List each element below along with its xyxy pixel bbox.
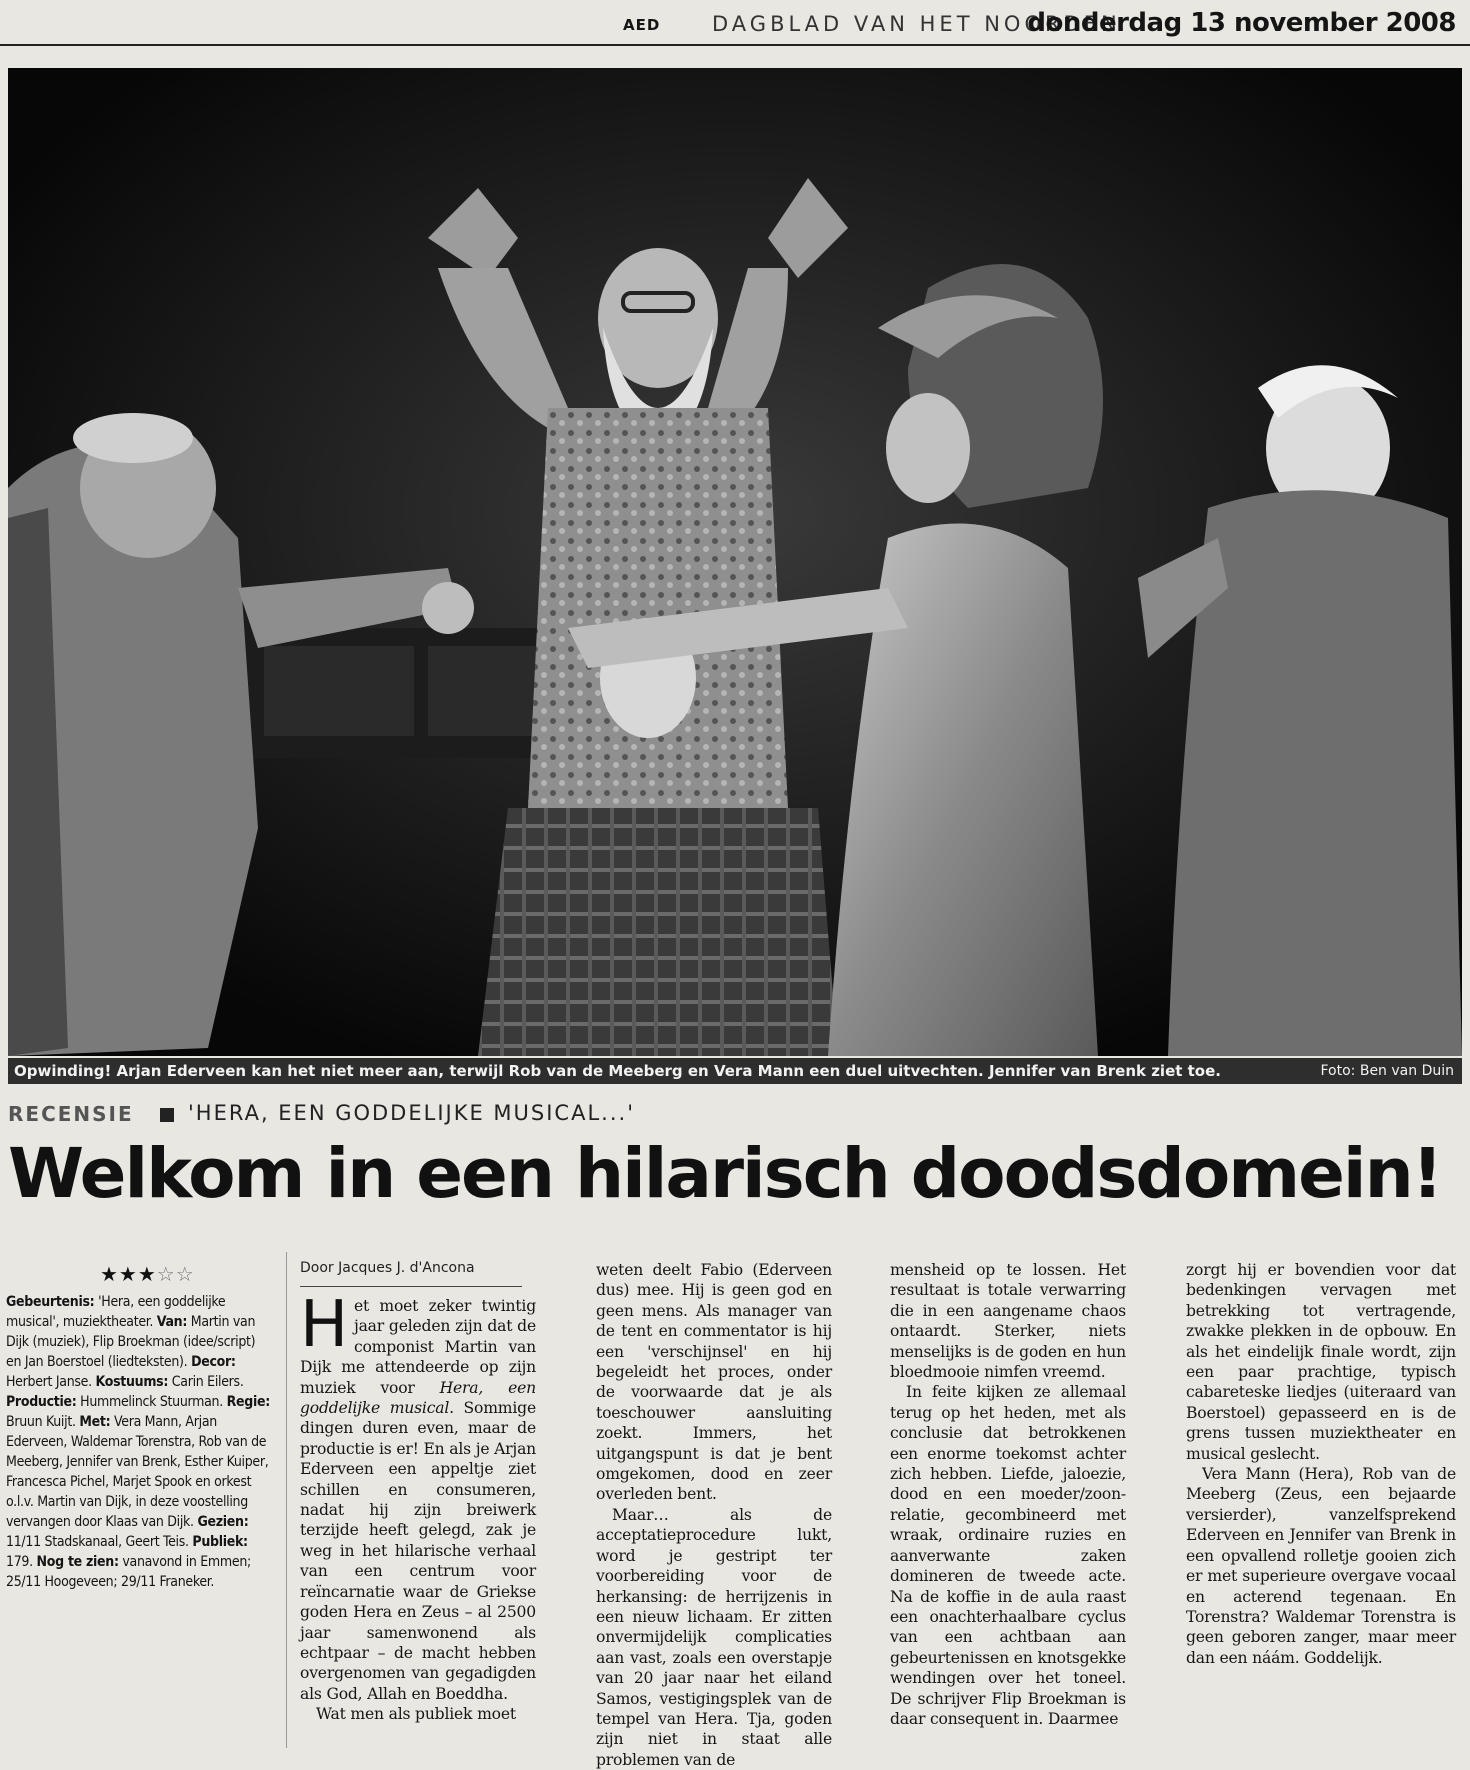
fact-value: Carin Eilers.: [168, 1374, 244, 1390]
star-rating: [100, 1262, 195, 1286]
article-paragraph: zorgt hij er bovendien voor dat bedenkingen vervagen met betrekking tot vertragende, zwakke plekken in de opbouw. En als het eindelijk finale wordt, zijn een paar prachtige, typisch cabareteske liedjes (uiteraard van Boerstoel) gepasseerd en is de grens tussen muziektheater en musical geslecht.: [1186, 1261, 1456, 1463]
photo-caption-bar: [8, 1058, 1462, 1084]
photo-caption: Opwinding! Arjan Ederveen kan het niet meer aan, terwijl Rob van de Meeberg en Vera Mann een duel uitvechten. Jennifer van Brenk ziet toe.: [14, 1062, 1221, 1080]
article-paragraph: In feite kijken ze allemaal terug op het heden, met als conclusie dat betrokkenen een enorme toekomst achter zich hebben. Liefde, jaloezie, dood en een moeder/zoon-relatie, gecombineerd met wraak, ordinaire ruzies en aanverwante zaken domineren de tweede acte. Na de koffie in de aula raast een onachterhaalbare cyclus van een achtbaan aan gebeurtenissen en knotsgekke wendingen over het toneel. De schrijver Flip Broekman is daar consequent in. Daarmee: [890, 1383, 1126, 1728]
review-subject: 'HERA, EEN GODDELIJKE MUSICAL...': [188, 1101, 635, 1125]
issue-date: donderdag 13 november 2008: [1027, 8, 1456, 38]
fact-value: vanavond in Emmen; 25/11 Hoogeveen; 29/11 Franeker.: [6, 1554, 251, 1590]
fact-label: Van:: [156, 1314, 188, 1330]
byline-rule: [300, 1286, 522, 1287]
fact-value: 'Hera, een goddelijke musical', muziektheater.: [6, 1294, 226, 1330]
text-run: et moet zeker twintig jaar geleden zijn dat de componist Martin van Dijk me attendeerde op zijn muziek voor: [300, 1297, 536, 1397]
newspaper-name: DAGBLAD VAN HET NOORDEN: [712, 12, 1121, 36]
star-full-icon: ★★★: [100, 1262, 157, 1286]
stage-performance-photo: [8, 68, 1462, 1056]
headline: Welkom in een hilarisch doodsdomein!: [8, 1134, 1442, 1214]
fact-value: 179.: [6, 1554, 37, 1570]
article-column-2: [596, 1260, 832, 1770]
fact-label: Nog te zien:: [36, 1554, 119, 1570]
fact-value: Martin van Dijk (muziek), Flip Broekman (idee/script) en Jan Boerstoel (liedteksten).: [6, 1314, 256, 1370]
text-run: . Sommige dingen duren even, maar de productie is er! En als je Arjan Ederveen een appeltje ziet schillen en consumeren, nadat hij zijn breiwerk terzijde heeft gelegd, zak je weg in het hilarische verhaal van een centrum voor reïncarnatie waar de Griekse goden Hera en Zeus – al 2500 jaar samenwonend als echtpaar – de macht hebben overgenomen van gegadigden als God, Allah en Boeddha.: [300, 1399, 537, 1703]
show-title-italic: Hera, een goddelijke musical: [300, 1378, 536, 1418]
fact-value: Bruun Kuijt.: [6, 1414, 80, 1430]
article-paragraph: mensheid op te lossen. Het resultaat is totale verwarring die in een aangename chaos ontaardt. Sterker, niets menselijks is de goden en hun bloedmooie nimfen vreemd.: [890, 1261, 1126, 1382]
fact-label: Regie:: [226, 1394, 270, 1410]
fact-label: Kostuums:: [95, 1374, 169, 1390]
photo-credit: Foto: Ben van Duin: [1320, 1063, 1454, 1079]
bullet-square-icon: [160, 1108, 174, 1122]
section-code: AED: [623, 16, 661, 34]
article-paragraph: Maar… als de acceptatieprocedure lukt, word je gestript ter voorbereiding voor de herkansing: de herrijzenis in een nieuw lichaam. Er zitten onvermijdelijk complicaties aan vast, zoals een overstapje van 20 jaar naar het eiland Samos, vestigingsplek van de tempel van Hera. Tja, goden zijn niet in staat alle problemen van de: [596, 1505, 832, 1769]
article-column-3: [890, 1260, 1126, 1729]
fact-label: Gezien:: [197, 1514, 249, 1530]
fact-label: Publiek:: [192, 1534, 248, 1550]
fact-value: Vera Mann, Arjan Ederveen, Waldemar Torenstra, Rob van de Meeberg, Jennifer van Brenk, Esther Kuiper, Francesca Pichel, Marjet Spook en orkest o.l.v. Martin van Dijk, in deze voostelling vervangen door Klaas van Dijk.: [6, 1414, 269, 1530]
article-kicker: [8, 1098, 1462, 1132]
section-label: RECENSIE: [8, 1102, 134, 1126]
fact-label: Met:: [79, 1414, 111, 1430]
byline: Door Jacques J. d'Ancona: [300, 1260, 475, 1276]
fact-label: Productie:: [6, 1394, 77, 1410]
fact-value: Hummelinck Stuurman.: [76, 1394, 227, 1410]
fact-value: 11/11 Stadskanaal, Geert Teis.: [6, 1534, 193, 1550]
article-paragraph: Vera Mann (Hera), Rob van de Meeberg (Zeus, een bejaarde versierder), vanzelfsprekend Ederveen en Jennifer van Brenk in een opvallend rolletje gooien zich er met superieure overgave vocaal en acterend tegenaan. En Torenstra? Waldemar Torenstra is geen geboren zanger, maar meer dan een náám. Goddelijk.: [1186, 1465, 1456, 1667]
article-paragraph: Wat men als publiek moet: [316, 1705, 516, 1724]
article-paragraph: weten deelt Fabio (Ederveen dus) mee. Hij is geen god en geen mens. Als manager van de tent en commentator is hij een 'verschijnsel' en hij begeleidt het proces, onder de voorwaarde dat je als toeschouwer aansluiting zoekt. Immers, het uitgangspunt is dat je bent omgekomen, dood en zeer overleden bent.: [596, 1261, 832, 1504]
column-divider: [286, 1252, 287, 1748]
masthead: [0, 0, 1470, 46]
review-facts-box: [6, 1292, 272, 1592]
article-paragraph: [300, 1288, 537, 1704]
drop-cap: H: [300, 1288, 348, 1362]
fact-label: Decor:: [191, 1354, 236, 1370]
fact-label: Gebeurtenis:: [6, 1294, 95, 1310]
star-empty-icon: ☆☆: [156, 1262, 195, 1286]
article-column-4: [1186, 1260, 1456, 1668]
fact-value: Herbert Janse.: [6, 1374, 96, 1390]
article-column-1: [300, 1288, 537, 1725]
